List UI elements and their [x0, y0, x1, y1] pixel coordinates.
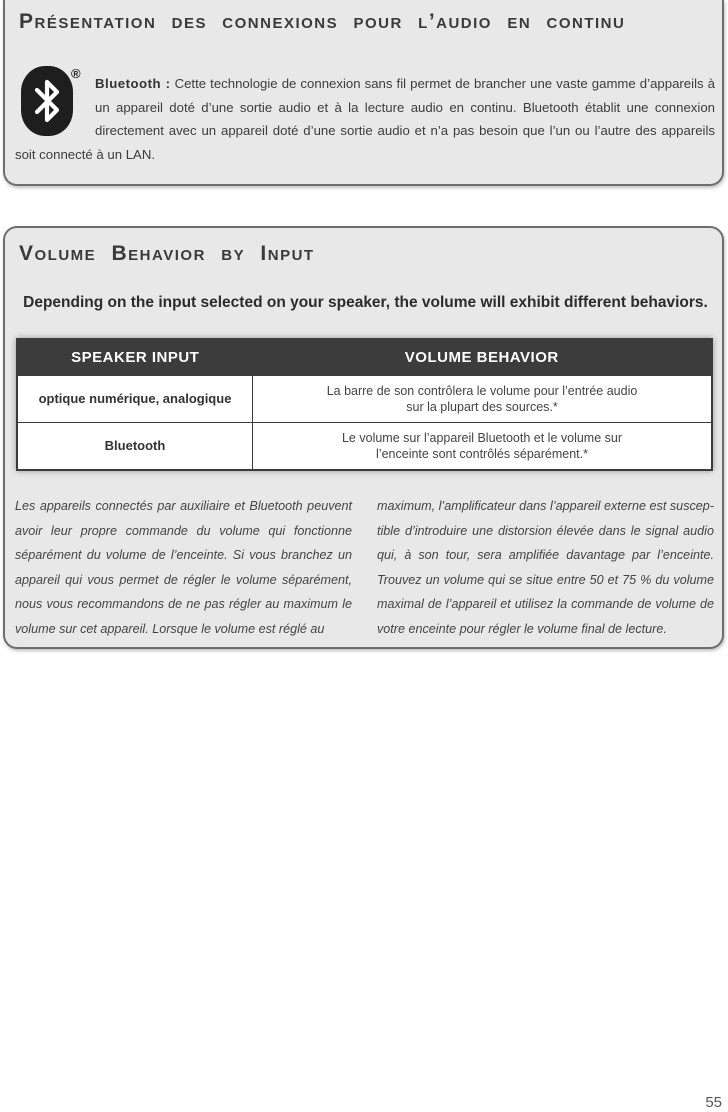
section-title: Volume Behavior by Input	[19, 242, 315, 265]
volume-notes	[15, 494, 714, 641]
table-header-row	[17, 339, 712, 376]
column-header-speaker-input: SPEAKER INPUT	[17, 339, 253, 376]
section-subheading: Depending on the input selected on your speaker, the volume will exhibit different behaviors.	[23, 294, 708, 311]
volume-behavior-cell	[253, 376, 713, 423]
section-title: Présentation des connexions pour l’audio en continu	[19, 10, 626, 33]
speaker-input-cell: optique numérique, analogique	[17, 376, 253, 423]
table-row	[17, 376, 712, 423]
bluetooth-label: Bluetooth :	[95, 76, 171, 91]
behavior-line: La barre de son contrôlera le volume pour l’entrée audio	[326, 384, 638, 398]
bluetooth-text: Cette technologie de connexion sans fil permet de brancher une vaste gamme d’appareils à un appareil doté d’une sortie audio et à la lecture audio en continu. Bluetooth établit une connexion directement avec un appareil doté d’une sortie audio et n’a pas besoin que l’un ou l’autre des appareils soit connecté à un LAN.	[15, 76, 715, 162]
column-header-volume-behavior: VOLUME BEHAVIOR	[253, 339, 713, 376]
behavior-line: l’enceinte sont contrôlés séparément.*	[376, 447, 588, 461]
volume-behavior-cell	[253, 423, 713, 471]
speaker-input-cell: Bluetooth	[17, 423, 253, 471]
page-number: 55	[705, 1094, 722, 1111]
note-column-left: Les appareils connectés par auxiliaire et Bluetooth peuvent avoir leur propre commande du volume qui fonctionne séparément du volume de l’enceinte. Si vous branchez un appareil qui vous permet de régler le volume séparément, nous vous recommandons de ne pas régler au maximum le volume sur cet appareil. Lorsque le volume est réglé au	[15, 499, 352, 636]
behavior-line: Le volume sur l’appareil Bluetooth et le volume sur	[341, 431, 622, 445]
streaming-connections-panel	[3, 0, 724, 186]
volume-behavior-panel	[3, 226, 724, 649]
registered-mark: ®	[71, 66, 81, 81]
table-row	[17, 423, 712, 471]
volume-behavior-table	[16, 338, 713, 471]
note-column-right: maximum, l’amplificateur dans l’appareil externe est suscep-tible d’introduire une distorsion élevée dans le signal audio qui, à son tour, sera amplifiée davantage par l’enceinte. Trouvez un volume qui se situe entre 50 et 75 % du volume maximal de l’appareil et utilisez la commande de volume de votre enceinte pour régler le volume final de lecture.	[377, 499, 714, 636]
bluetooth-description	[15, 72, 715, 166]
behavior-line: sur la plupart des sources.*	[406, 400, 558, 414]
